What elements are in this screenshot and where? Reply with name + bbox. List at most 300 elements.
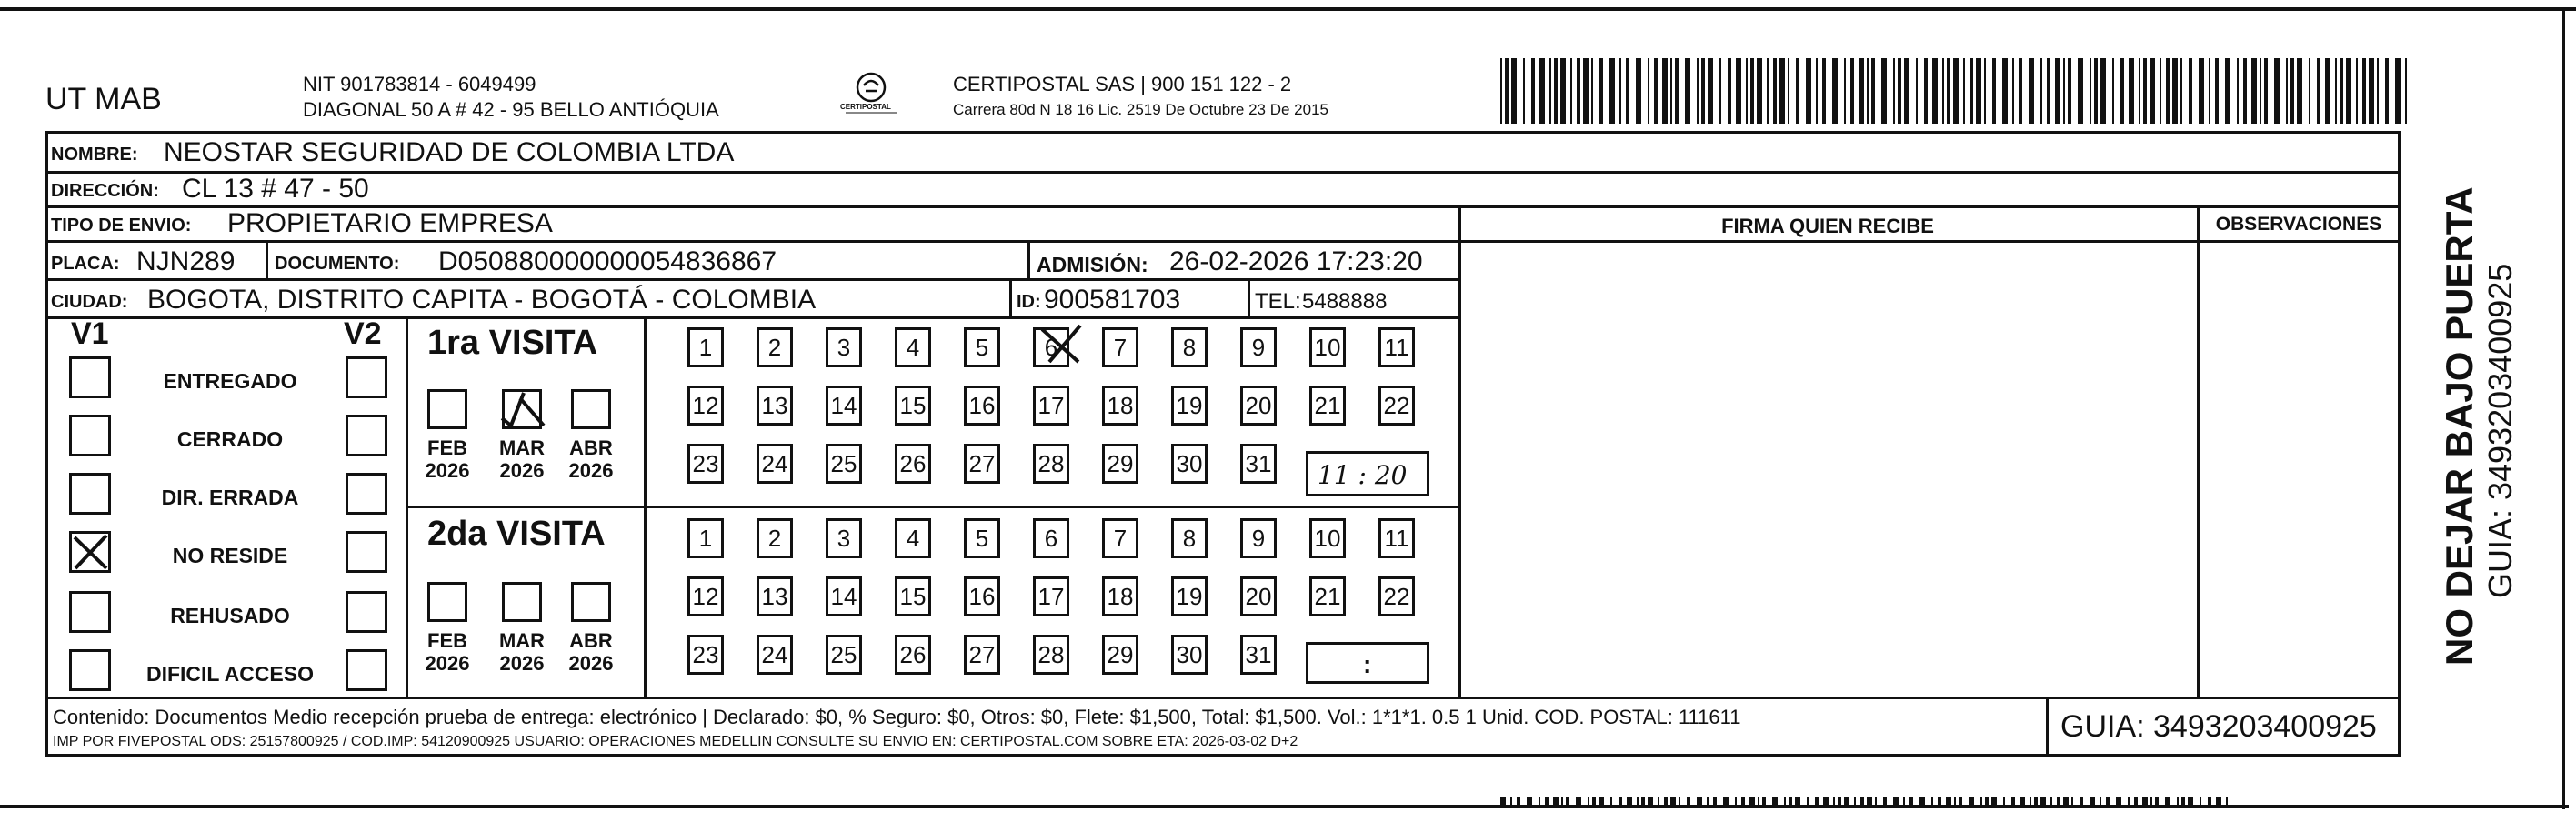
barcode-bar bbox=[2078, 58, 2083, 124]
day-box[interactable]: 15 bbox=[895, 386, 931, 426]
barcode-bar bbox=[2029, 58, 2034, 124]
month-label bbox=[420, 436, 475, 483]
top-edge bbox=[0, 7, 2576, 11]
barcode-bar bbox=[1599, 58, 1603, 124]
barcode-bar bbox=[1713, 797, 1717, 806]
barcode-bar bbox=[2216, 797, 2221, 806]
barcode-bar bbox=[1583, 58, 1589, 124]
day-box[interactable]: 29 bbox=[1102, 635, 1138, 675]
month-year: 2026 bbox=[425, 459, 470, 483]
month-year: 2026 bbox=[499, 459, 545, 483]
month-label bbox=[564, 436, 618, 483]
barcode-bar bbox=[1708, 58, 1713, 124]
barcode-bar bbox=[2034, 797, 2038, 806]
v1-checkbox[interactable] bbox=[69, 649, 111, 691]
day-box[interactable]: 31 bbox=[1240, 444, 1277, 484]
barcode-bar bbox=[2080, 797, 2083, 806]
barcode-bar bbox=[1636, 58, 1641, 124]
barcode-bar bbox=[2040, 797, 2046, 806]
visit2-title: 2da VISITA bbox=[427, 515, 606, 553]
barcode-bar bbox=[1963, 58, 1965, 124]
visit-divider bbox=[406, 506, 1458, 508]
barcode-bar bbox=[2160, 58, 2161, 124]
month-checkbox[interactable] bbox=[502, 582, 542, 622]
day-box[interactable]: 28 bbox=[1033, 635, 1069, 675]
tipo-envio-value: PROPIETARIO EMPRESA bbox=[227, 208, 553, 238]
row-divider bbox=[1458, 240, 2401, 243]
barcode-bar bbox=[1762, 797, 1766, 806]
barcode-bar bbox=[2356, 58, 2358, 124]
day-box[interactable]: 8 bbox=[1171, 327, 1208, 367]
barcode-bar bbox=[1746, 58, 1748, 124]
barcode-bar bbox=[2011, 797, 2015, 806]
barcode bbox=[1500, 58, 2410, 124]
status-label: CERRADO bbox=[176, 427, 284, 451]
barcode-bar bbox=[1898, 58, 1901, 124]
barcode-bar bbox=[1517, 797, 1520, 806]
barcode-bar bbox=[2090, 797, 2095, 806]
barcode-bar bbox=[1736, 58, 1741, 124]
barcode-bar bbox=[1588, 797, 1589, 806]
month-year: 2026 bbox=[568, 652, 614, 676]
day-box[interactable]: 12 bbox=[687, 576, 724, 616]
visit1-marked-day bbox=[1038, 322, 1084, 367]
visit2-time-placeholder: : bbox=[1363, 650, 1372, 678]
status-label: NO RESIDE bbox=[172, 544, 288, 567]
barcode-bar bbox=[2040, 58, 2042, 124]
barcode-bar bbox=[1938, 797, 1941, 806]
month-year: 2026 bbox=[499, 652, 545, 676]
visit1-time-written: 11 : 20 bbox=[1318, 460, 1408, 490]
barcode-bar bbox=[2143, 58, 2147, 124]
barcode-bar bbox=[2129, 58, 2134, 124]
day-box[interactable]: 10 bbox=[1309, 518, 1346, 558]
day-box[interactable]: 9 bbox=[1240, 518, 1277, 558]
status-label: DIR. ERRADA bbox=[161, 486, 299, 509]
month-name: MAR bbox=[498, 629, 546, 652]
day-box[interactable]: 25 bbox=[826, 635, 862, 675]
admision-value: 26-02-2026 17:23:20 bbox=[1169, 246, 1423, 276]
barcode-bar bbox=[2237, 58, 2239, 124]
direccion-label: DIRECCIÓN: bbox=[51, 181, 159, 201]
barcode-bar bbox=[2020, 797, 2025, 806]
barcode-bar bbox=[1779, 58, 1785, 124]
day-box[interactable]: 20 bbox=[1240, 386, 1277, 426]
barcode-bar bbox=[1946, 797, 1951, 806]
barcode-bar bbox=[2100, 797, 2101, 806]
barcode-bar bbox=[1679, 797, 1680, 806]
barcode-bar bbox=[1505, 58, 1509, 124]
day-box[interactable]: 27 bbox=[964, 444, 1000, 484]
day-box[interactable]: 1 bbox=[687, 518, 724, 558]
barcode-bar bbox=[1527, 797, 1532, 806]
barcode-bar bbox=[1881, 58, 1887, 124]
barcode-bar bbox=[1599, 797, 1604, 806]
firma-header: FIRMA QUIEN RECIBE bbox=[1721, 215, 1934, 237]
barcode-bar bbox=[1697, 797, 1702, 806]
barcode-bar bbox=[1807, 797, 1809, 806]
day-box[interactable]: 10 bbox=[1309, 327, 1346, 367]
barcode-bar bbox=[1976, 58, 1981, 124]
barcode-bar bbox=[2362, 58, 2366, 124]
barcode-bar bbox=[2116, 797, 2121, 806]
barcode-bar bbox=[2047, 58, 2050, 124]
barcode-bar bbox=[1844, 797, 1849, 806]
v2-checkbox[interactable] bbox=[346, 591, 387, 633]
day-box[interactable]: 19 bbox=[1171, 386, 1208, 426]
day-box[interactable]: 26 bbox=[895, 635, 931, 675]
barcode-bar bbox=[2199, 58, 2204, 124]
barcode-bar bbox=[2019, 58, 2022, 124]
day-box[interactable]: 24 bbox=[757, 444, 793, 484]
visit1-marked-month bbox=[496, 386, 551, 431]
barcode-bar bbox=[2188, 797, 2193, 806]
day-box[interactable]: 18 bbox=[1102, 386, 1138, 426]
month-label bbox=[495, 436, 549, 483]
day-box[interactable]: 11 bbox=[1378, 327, 1415, 367]
barcode-bar bbox=[1670, 797, 1676, 806]
barcode-bar bbox=[1662, 58, 1668, 124]
barcode-bar bbox=[2150, 58, 2155, 124]
day-box[interactable]: 22 bbox=[1378, 386, 1415, 426]
barcode-bar bbox=[1909, 797, 1913, 806]
barcode-bar bbox=[1641, 797, 1645, 806]
barcode-bar bbox=[2063, 797, 2069, 806]
day-box[interactable]: 7 bbox=[1102, 327, 1138, 367]
v2-checkbox[interactable] bbox=[346, 531, 387, 573]
barcode-bar bbox=[1954, 797, 1956, 806]
v1-checkbox[interactable] bbox=[69, 473, 111, 515]
barcode-bar bbox=[1931, 797, 1933, 806]
day-box[interactable]: 26 bbox=[895, 444, 931, 484]
barcode-bar bbox=[1773, 58, 1777, 124]
barcode-bar bbox=[2180, 58, 2182, 124]
barcode-bar bbox=[1788, 58, 1789, 124]
barcode-bar bbox=[2297, 58, 2302, 124]
day-box[interactable]: 17 bbox=[1033, 386, 1069, 426]
admision-label: ADMISIÓN: bbox=[1037, 253, 1148, 276]
day-box[interactable]: 11 bbox=[1378, 518, 1415, 558]
day-box[interactable]: 18 bbox=[1102, 576, 1138, 616]
tipo-envio-label: TIPO DE ENVIO: bbox=[51, 216, 192, 236]
barcode-bar bbox=[2215, 58, 2219, 124]
day-box[interactable]: 14 bbox=[826, 386, 862, 426]
v1-checkbox[interactable] bbox=[69, 356, 111, 398]
month-checkbox[interactable] bbox=[571, 582, 611, 622]
barcode-bar bbox=[1723, 797, 1729, 806]
v2-label: V2 bbox=[344, 316, 382, 351]
day-box[interactable]: 2 bbox=[757, 518, 793, 558]
barcode-bar bbox=[2139, 58, 2140, 124]
barcode-bar bbox=[1728, 58, 1731, 124]
month-year: 2026 bbox=[425, 652, 470, 676]
barcode-bar bbox=[1577, 58, 1580, 124]
barcode-bar bbox=[1947, 58, 1950, 124]
barcode-bar bbox=[2166, 58, 2170, 124]
barcode-bar bbox=[2225, 58, 2230, 124]
barcode-bar bbox=[1815, 797, 1819, 806]
barcode-bar bbox=[1741, 797, 1745, 806]
barcode-bar bbox=[1796, 58, 1799, 124]
barcode-remnant bbox=[1500, 797, 2228, 806]
documento-label: DOCUMENTO: bbox=[275, 254, 400, 274]
day-box[interactable]: 8 bbox=[1171, 518, 1208, 558]
day-box[interactable]: 12 bbox=[687, 386, 724, 426]
barcode-bar bbox=[1749, 797, 1755, 806]
barcode-bar bbox=[2209, 58, 2210, 124]
barcode-bar bbox=[2165, 797, 2170, 806]
barcode-bar bbox=[1561, 797, 1563, 806]
day-box[interactable]: 13 bbox=[757, 386, 793, 426]
barcode-bar bbox=[1719, 58, 1721, 124]
day-box[interactable]: 28 bbox=[1033, 444, 1069, 484]
barcode-bar bbox=[1767, 58, 1769, 124]
col-divider-firma bbox=[1458, 207, 1461, 698]
barcode-bar bbox=[2003, 797, 2005, 806]
barcode-bar bbox=[2369, 58, 2374, 124]
barcode-bar bbox=[2090, 58, 2091, 124]
day-box[interactable]: 5 bbox=[964, 327, 1000, 367]
barcode-bar bbox=[2094, 58, 2098, 124]
barcode-bar bbox=[1701, 58, 1705, 124]
v2-checkbox[interactable] bbox=[346, 473, 387, 515]
barcode-bar bbox=[1654, 58, 1658, 124]
visit2-time-box bbox=[1306, 642, 1429, 684]
col-divider-documento bbox=[266, 242, 268, 280]
barcode-bar bbox=[2290, 58, 2294, 124]
v1-checkbox[interactable] bbox=[69, 531, 111, 573]
barcode-bar bbox=[1627, 797, 1632, 806]
ciudad-value: BOGOTA, DISTRITO CAPITA - BOGOTÁ - COLOMBIA bbox=[147, 285, 817, 315]
v2-checkbox[interactable] bbox=[346, 649, 387, 691]
barcode-bar bbox=[1992, 58, 1996, 124]
barcode-bar bbox=[1523, 58, 1525, 124]
day-box[interactable]: 3 bbox=[826, 518, 862, 558]
day-box[interactable]: 25 bbox=[826, 444, 862, 484]
id-label: ID: bbox=[1017, 292, 1041, 312]
v1-checkbox[interactable] bbox=[69, 415, 111, 456]
nombre-value: NEOSTAR SEGURIDAD DE COLOMBIA LTDA bbox=[164, 137, 735, 167]
barcode-bar bbox=[2172, 58, 2178, 124]
day-box[interactable]: 14 bbox=[826, 576, 862, 616]
barcode-bar bbox=[1859, 58, 1864, 124]
direccion-value: CL 13 # 47 - 50 bbox=[182, 174, 369, 204]
barcode-bar bbox=[2106, 797, 2110, 806]
month-name: ABR bbox=[569, 629, 613, 652]
day-box[interactable]: 3 bbox=[826, 327, 862, 367]
day-box[interactable]: 6 bbox=[1033, 327, 1069, 367]
day-box[interactable]: 21 bbox=[1309, 576, 1346, 616]
barcode-bar bbox=[2068, 58, 2071, 124]
status-label: REHUSADO bbox=[170, 604, 290, 627]
barcode-bar bbox=[1942, 58, 1944, 124]
barcode-bar bbox=[1697, 58, 1699, 124]
status-label: ENTREGADO bbox=[163, 369, 297, 393]
row-divider bbox=[45, 316, 1458, 319]
barcode-bar bbox=[1953, 58, 1959, 124]
day-box[interactable]: 22 bbox=[1378, 576, 1415, 616]
day-box[interactable]: 7 bbox=[1102, 518, 1138, 558]
barcode-bar bbox=[1832, 58, 1838, 124]
day-box[interactable]: 13 bbox=[757, 576, 793, 616]
barcode-bar bbox=[1619, 797, 1622, 806]
barcode-bar bbox=[2260, 58, 2261, 124]
barcode-bar bbox=[2325, 58, 2330, 124]
month-label bbox=[420, 629, 475, 676]
barcode-bar bbox=[1867, 58, 1869, 124]
day-box[interactable]: 30 bbox=[1171, 635, 1208, 675]
month-checkbox[interactable] bbox=[571, 389, 611, 429]
barcode-bar bbox=[1806, 58, 1811, 124]
footer-print-line: IMP POR FIVEPOSTAL ODS: 25157800925 / COD.IMP: 54120900925 USUARIO: OPERACIONES MEDELLIN CONSULTE SU ENVIO EN: CERTIPOSTAL.COM SOBRE ETA: 2026-03-02 D+2 bbox=[53, 734, 1298, 749]
barcode-bar bbox=[1871, 58, 1875, 124]
day-box[interactable]: 1 bbox=[687, 327, 724, 367]
barcode-bar bbox=[1609, 58, 1615, 124]
barcode-bar bbox=[1984, 58, 1986, 124]
barcode-bar bbox=[1875, 797, 1877, 806]
barcode-bar bbox=[1822, 58, 1826, 124]
barcode-bar bbox=[1592, 797, 1596, 806]
day-box[interactable]: 15 bbox=[895, 576, 931, 616]
barcode-bar bbox=[2346, 58, 2351, 124]
day-box[interactable]: 31 bbox=[1240, 635, 1277, 675]
barcode-bar bbox=[1833, 797, 1835, 806]
barcode-bar bbox=[1610, 797, 1612, 806]
barcode-bar bbox=[2100, 58, 2106, 124]
day-box[interactable]: 6 bbox=[1033, 518, 1069, 558]
barcode-bar bbox=[2385, 58, 2389, 124]
col-divider-guia bbox=[2046, 698, 2049, 757]
id-value: 900581703 bbox=[1044, 285, 1181, 315]
barcode-bar bbox=[1570, 58, 1572, 124]
tel-label: TEL: bbox=[1255, 289, 1301, 314]
v1-checkbox[interactable] bbox=[69, 591, 111, 633]
barcode-bar bbox=[2309, 58, 2310, 124]
barcode-bar bbox=[1687, 797, 1690, 806]
placa-value: NJN289 bbox=[136, 246, 236, 276]
barcode-bar bbox=[1648, 797, 1653, 806]
certipostal-logo bbox=[835, 69, 907, 120]
month-checkbox[interactable] bbox=[427, 389, 467, 429]
barcode-bar bbox=[1757, 58, 1762, 124]
barcode-bar bbox=[2274, 58, 2280, 124]
day-box[interactable]: 4 bbox=[895, 327, 931, 367]
barcode-bar bbox=[2063, 58, 2065, 124]
barcode-bar bbox=[1959, 797, 1962, 806]
barcode-bar bbox=[1619, 58, 1621, 124]
barcode-bar bbox=[1510, 797, 1512, 806]
barcode-bar bbox=[1916, 58, 1918, 124]
barcode-bar bbox=[1854, 797, 1856, 806]
barcode-bar bbox=[2286, 58, 2288, 124]
barcode-bar bbox=[2317, 58, 2320, 124]
barcode-bar bbox=[1750, 58, 1754, 124]
day-box[interactable]: 30 bbox=[1171, 444, 1208, 484]
barcode-bar bbox=[1531, 58, 1535, 124]
barcode-bar bbox=[2057, 797, 2060, 806]
footer-content-line: Contenido: Documentos Medio recepción prueba de entrega: electrónico | Declarado: $0, % Seguro: $0, Otros: $0, Flete: $1,500, Total: $1,500. Vol.: 1*1*1. 0.5 1 Unid. COD. POSTAL: 111611 bbox=[53, 706, 1741, 728]
v2-checkbox[interactable] bbox=[346, 415, 387, 456]
day-box[interactable]: 16 bbox=[964, 576, 1000, 616]
barcode-bar bbox=[1670, 58, 1672, 124]
day-box[interactable]: 20 bbox=[1240, 576, 1277, 616]
carrier-license: Carrera 80d N 18 16 Lic. 2519 De Octubre 23 De 2015 bbox=[953, 101, 1328, 118]
v1-label: V1 bbox=[71, 316, 109, 351]
day-box[interactable]: 4 bbox=[895, 518, 931, 558]
visit1-time-box bbox=[1306, 451, 1429, 496]
barcode-bar bbox=[1932, 58, 1938, 124]
barcode-bar bbox=[2200, 797, 2201, 806]
barcode-bar bbox=[2243, 58, 2247, 124]
barcode-bar bbox=[1893, 58, 1895, 124]
day-box[interactable]: 24 bbox=[757, 635, 793, 675]
day-box[interactable]: 2 bbox=[757, 327, 793, 367]
barcode-bar bbox=[1823, 797, 1829, 806]
day-box[interactable]: 29 bbox=[1102, 444, 1138, 484]
barcode-bar bbox=[1789, 797, 1792, 806]
barcode-bar bbox=[1554, 58, 1558, 124]
barcode-bar bbox=[1675, 58, 1679, 124]
placa-label: PLACA: bbox=[51, 254, 120, 274]
row-divider bbox=[45, 171, 2401, 174]
barcode-bar bbox=[2395, 58, 2401, 124]
barcode-bar bbox=[1893, 797, 1899, 806]
barcode-bar bbox=[1772, 797, 1778, 806]
side-warning: NO DEJAR BAJO PUERTA bbox=[2438, 186, 2481, 666]
day-box[interactable]: 23 bbox=[687, 444, 724, 484]
barcode-bar bbox=[1566, 797, 1569, 806]
barcode-bar bbox=[1991, 797, 1997, 806]
day-box[interactable]: 19 bbox=[1171, 576, 1208, 616]
day-box[interactable]: 21 bbox=[1309, 386, 1346, 426]
barcode-bar bbox=[2012, 58, 2014, 124]
month-label bbox=[564, 629, 618, 676]
barcode-bar bbox=[1545, 797, 1549, 806]
day-box[interactable]: 5 bbox=[964, 518, 1000, 558]
barcode-bar bbox=[1549, 58, 1551, 124]
tel-value: 5488888 bbox=[1302, 289, 1388, 314]
v2-checkbox[interactable] bbox=[346, 356, 387, 398]
barcode-bar bbox=[2128, 797, 2130, 806]
barcode-bar bbox=[2030, 797, 2031, 806]
barcode-bar bbox=[1903, 797, 1905, 806]
company-nit: NIT 901783814 - 6049499 bbox=[303, 73, 536, 95]
barcode-bar bbox=[1985, 797, 1989, 806]
col-divider-id bbox=[1009, 280, 1012, 318]
barcode-bar bbox=[1735, 797, 1737, 806]
row-divider bbox=[45, 240, 1458, 243]
documento-value: D050880000000054836867 bbox=[438, 246, 777, 276]
day-box[interactable]: 23 bbox=[687, 635, 724, 675]
day-box[interactable]: 27 bbox=[964, 635, 1000, 675]
barcode-bar bbox=[2335, 58, 2337, 124]
barcode-bar bbox=[1904, 58, 1909, 124]
barcode-bar bbox=[1664, 797, 1668, 806]
barcode-bar bbox=[1883, 797, 1887, 806]
barcode-bar bbox=[1924, 58, 1928, 124]
barcode-bar bbox=[1511, 58, 1517, 124]
barcode-bar bbox=[1626, 58, 1629, 124]
footer-guia: GUIA: 3493203400925 bbox=[2060, 709, 2377, 744]
company-address: DIAGONAL 50 A # 42 - 95 BELLO ANTIÓQUIA bbox=[303, 98, 719, 121]
barcode-bar bbox=[2050, 797, 2052, 806]
day-box[interactable]: 9 bbox=[1240, 327, 1277, 367]
month-year: 2026 bbox=[568, 459, 614, 483]
barcode-bar bbox=[2177, 797, 2179, 806]
month-checkbox[interactable] bbox=[427, 582, 467, 622]
day-box[interactable]: 16 bbox=[964, 386, 1000, 426]
day-box[interactable]: 17 bbox=[1033, 576, 1069, 616]
